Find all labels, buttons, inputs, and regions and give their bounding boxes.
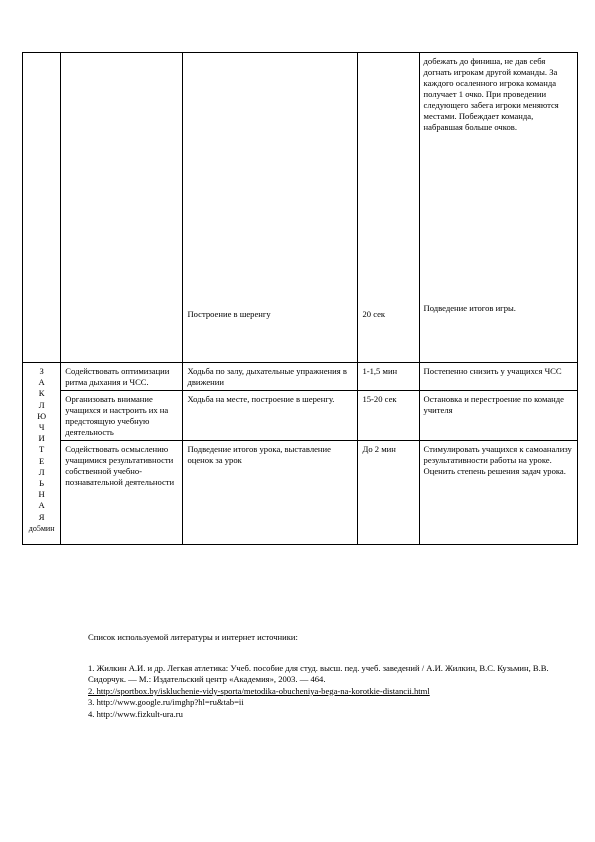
section-letter: Ь (39, 478, 45, 489)
activity-cell (183, 53, 358, 363)
section-duration: до5мин (28, 523, 55, 533)
section-letter: Т (39, 444, 45, 455)
section-letter: Е (39, 455, 45, 466)
reference-link-suffix: www.google.ru/imghp?hl=ru&tab=ii (117, 697, 244, 707)
activity-cell: Подведение итогов урока, выставление оценок за урок (183, 441, 358, 545)
goal-cell: Содействовать осмыслению учащимися результативности собственной учебно-познавательной деятельности (61, 441, 183, 545)
lesson-plan-table (22, 52, 578, 545)
section-letter: К (38, 388, 45, 399)
reference-link[interactable]: 2. http://sportbox.by/iskluchenie-vidy-sporta/metodika-obucheniya-bega-na-korotkie-distancii.html (88, 685, 430, 696)
result-cell (419, 53, 577, 363)
section-cell-empty (23, 53, 61, 363)
section-letter: Н (38, 489, 45, 500)
goal-cell: Организовать внимание учащихся и настроить их на предстоящую учебную деятельность (61, 391, 183, 441)
result-text: Подведение итогов игры. (423, 303, 516, 313)
section-letter: З (39, 366, 44, 376)
reference-item (88, 686, 578, 698)
section-letter: Ю (37, 410, 47, 421)
reference-link-prefix: 3. http (88, 697, 110, 707)
table-row (23, 363, 578, 391)
table-row (23, 391, 578, 441)
references-heading: Список используемой литературы и интернет источники: (88, 632, 298, 642)
section-letter: А (38, 500, 45, 511)
section-letter: Я (38, 511, 45, 522)
result-cell: Стимулировать учащихся к самоанализу результативности работы на уроке. Оценить степень решения задач урока. (419, 441, 577, 545)
references-section (88, 632, 578, 720)
section-label-cell (23, 363, 61, 545)
section-letter: Ч (38, 422, 45, 433)
result-cell: Остановка и перестроение по команде учителя (419, 391, 577, 441)
time-cell (358, 53, 419, 363)
reference-item: 4. http://www.fizkult-ura.ru (88, 708, 183, 719)
activity-cell: Ходьба на месте, построение в шеренгу. (183, 391, 358, 441)
reference-item (88, 697, 578, 709)
table-row (23, 53, 578, 363)
section-letter: И (38, 433, 45, 444)
goal-cell: Содействовать оптимизации ритма дыхания и ЧСС. (61, 363, 183, 391)
goal-cell-empty (61, 53, 183, 363)
reference-link[interactable]: :// (109, 697, 118, 707)
time-cell: До 2 мин (358, 441, 419, 545)
section-letter: Л (38, 399, 45, 410)
section-letter: Л (38, 466, 45, 477)
reference-item: 1. Жилкин А.И. и др. Легкая атлетика: Учеб. пособие для студ. высш. пед. учеб. заведений / А.И. Жилкин, В.С. Кузьмин, В.В. Сидорчук. — М.: Издательский центр «Академия», 2003. — 464. (88, 662, 549, 684)
time-cell: 1-1,5 мин (358, 363, 419, 391)
activity-cell: Ходьба по залу, дыхательные упражнения в движении (183, 363, 358, 391)
table-row (23, 441, 578, 545)
time-cell: 15-20 сек (358, 391, 419, 441)
game-description-text: добежать до финиша, не дав себя догнать игрокам другой команды. За каждого осаленного игрока команда получает 1 очко. При проведении следующего забега игроки меняются местами. Побеждает команда, набравшая больше очков. (423, 56, 559, 132)
section-letter: А (38, 377, 45, 388)
activity-text: Построение в шеренгу (187, 309, 271, 319)
result-cell: Постепенно снизить у учащихся ЧСС (419, 363, 577, 391)
time-text: 20 сек (362, 309, 386, 319)
